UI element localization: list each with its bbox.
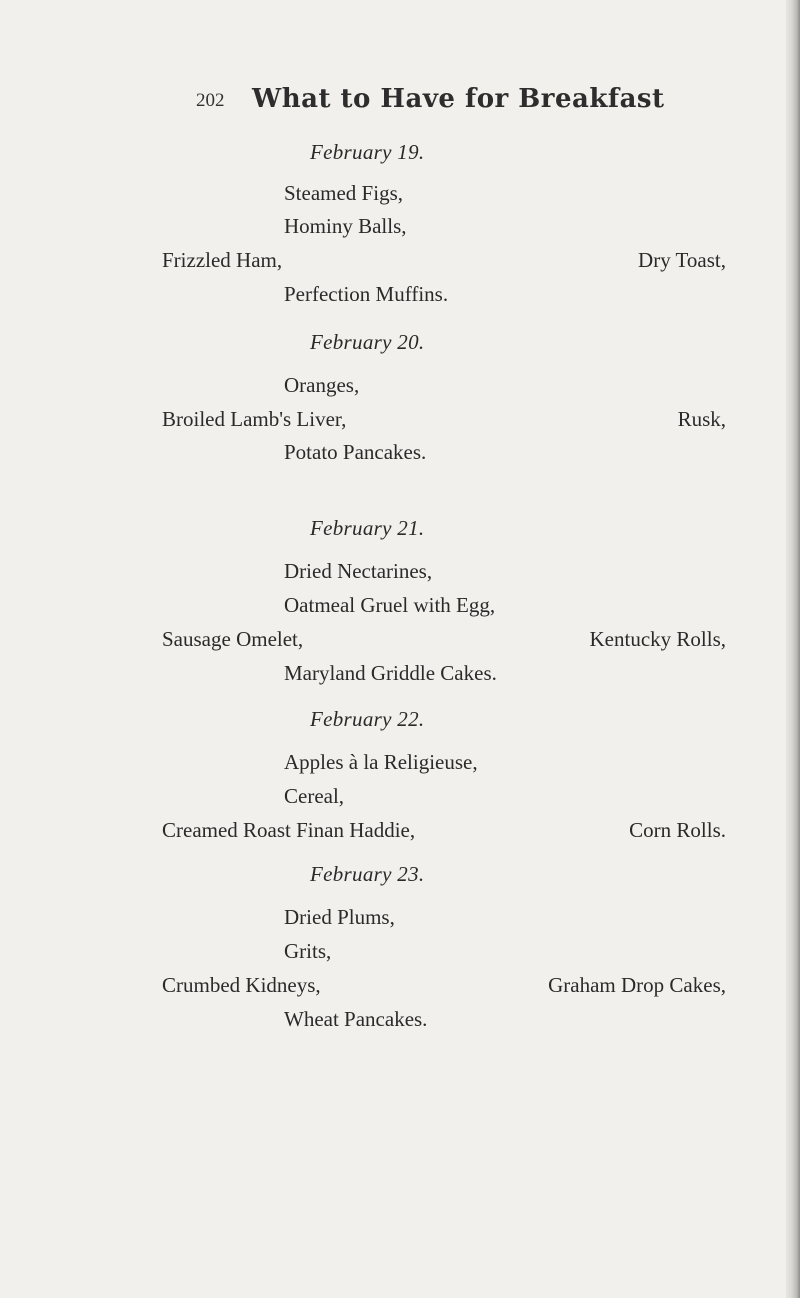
menu-date: February 20. bbox=[310, 330, 425, 354]
menu-item-right: Kentucky Rolls, bbox=[589, 627, 726, 651]
menu-item: Dried Nectarines, bbox=[284, 559, 433, 583]
menu-item: Perfection Muffins. bbox=[284, 282, 449, 306]
page-number: 202 bbox=[196, 90, 225, 111]
menu-item: Steamed Figs, bbox=[284, 181, 403, 205]
menu-item: Crumbed Kidneys, bbox=[162, 973, 321, 997]
menu-item: Potato Pancakes. bbox=[284, 440, 427, 464]
menu-date: February 21. bbox=[310, 516, 425, 540]
menu-item: Wheat Pancakes. bbox=[284, 1007, 428, 1031]
menu-item: Creamed Roast Finan Haddie, bbox=[162, 818, 416, 842]
menu-date: February 19. bbox=[310, 140, 425, 164]
menu-date: February 22. bbox=[310, 707, 425, 731]
menu-item: Hominy Balls, bbox=[284, 214, 407, 238]
page-edge bbox=[786, 0, 800, 1298]
menu-item-right: Rusk, bbox=[677, 407, 726, 431]
menu-item-right: Dry Toast, bbox=[638, 248, 726, 272]
menu-item-right: Corn Rolls. bbox=[629, 818, 726, 842]
menu-item: Cereal, bbox=[284, 784, 345, 808]
menu-item: Broiled Lamb's Liver, bbox=[162, 407, 347, 431]
menu-date: February 23. bbox=[310, 862, 425, 886]
menu-item: Apples à la Religieuse, bbox=[284, 750, 478, 774]
menu-item: Dried Plums, bbox=[284, 905, 395, 929]
running-header bbox=[0, 84, 800, 120]
menu-item: Oatmeal Gruel with Egg, bbox=[284, 593, 496, 617]
menu-item: Sausage Omelet, bbox=[162, 627, 304, 651]
running-title: What to Have for Breakfast bbox=[252, 84, 665, 114]
menu-item-right: Graham Drop Cakes, bbox=[548, 973, 726, 997]
menu-item: Oranges, bbox=[284, 373, 360, 397]
menu-item: Frizzled Ham, bbox=[162, 248, 283, 272]
menu-item: Grits, bbox=[284, 939, 332, 963]
menu-item: Maryland Griddle Cakes. bbox=[284, 661, 497, 685]
